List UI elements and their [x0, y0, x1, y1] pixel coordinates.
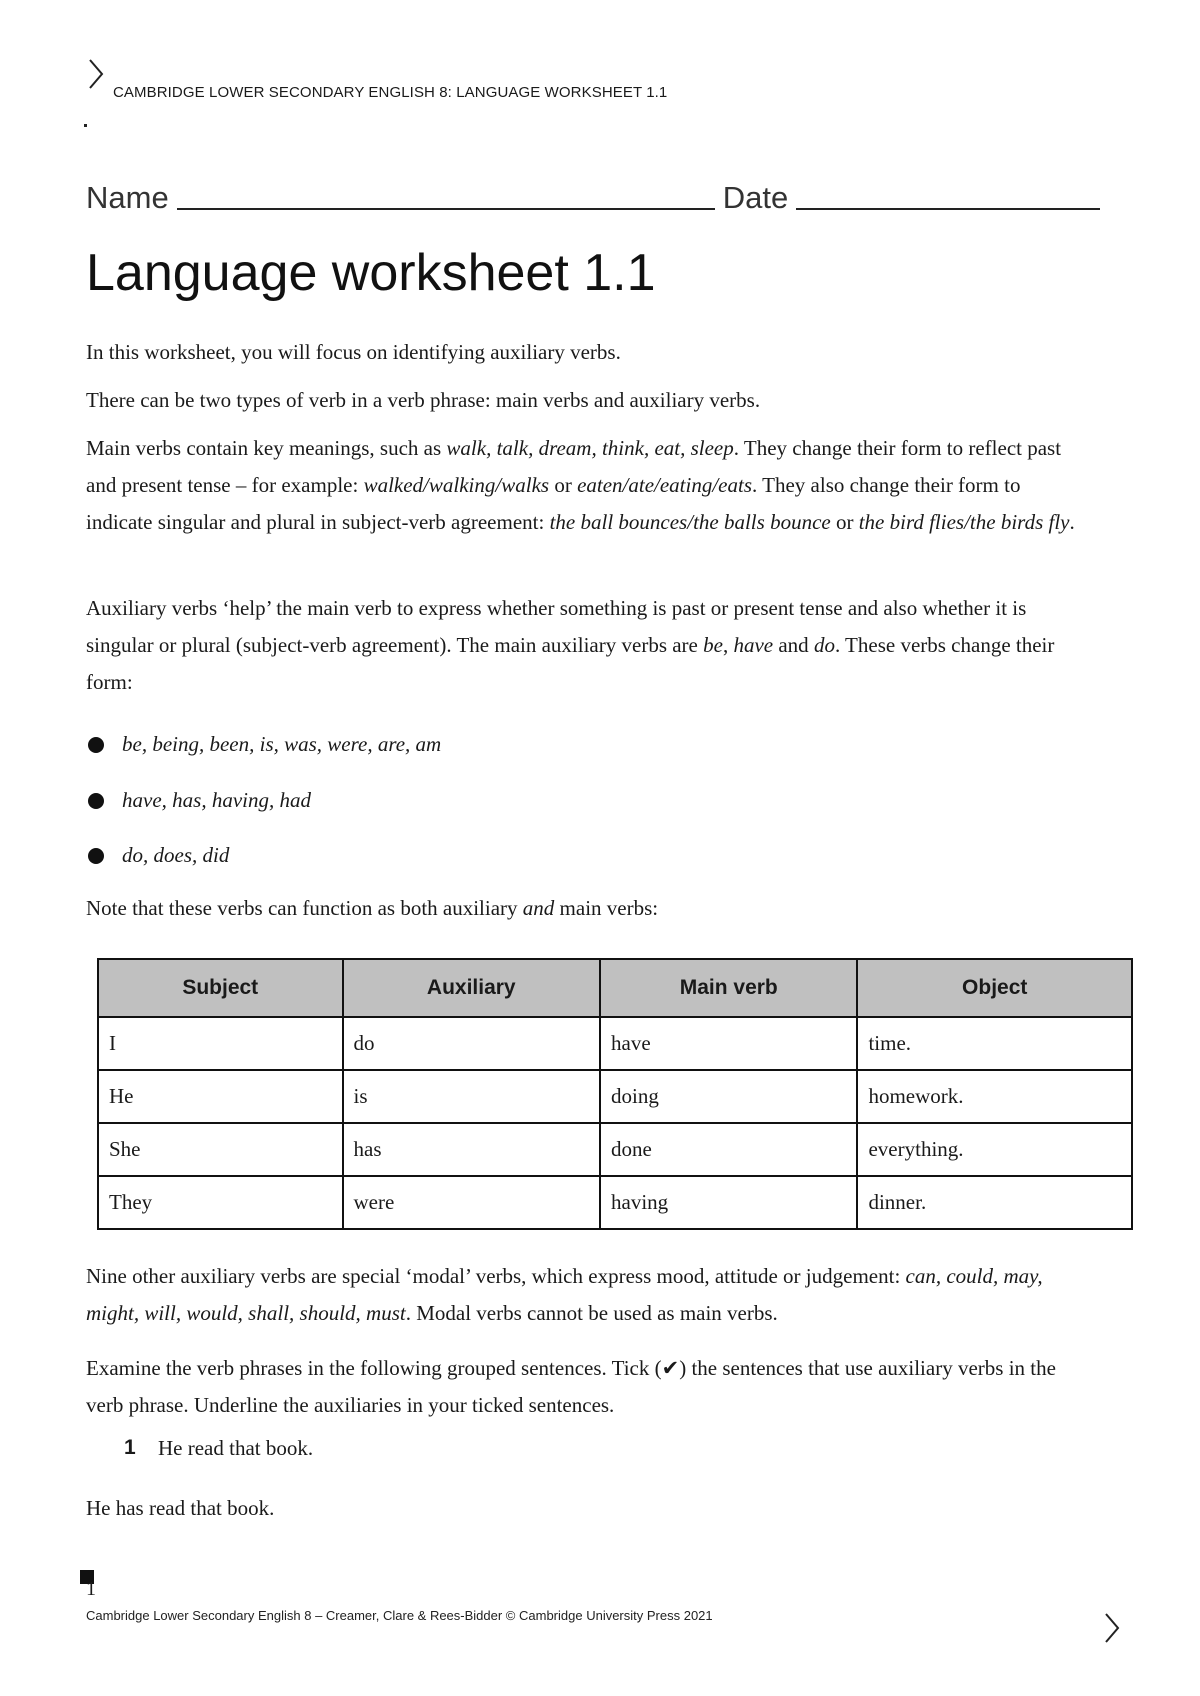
list-item: have, has, having, had — [88, 788, 311, 813]
column-header-main-verb: Main verb — [600, 959, 857, 1017]
list-item: be, being, been, is, was, were, are, am — [88, 732, 441, 757]
header-dot — [84, 124, 87, 127]
name-field[interactable] — [177, 174, 715, 210]
bullet-dot-icon — [88, 793, 104, 809]
page-number: 1 — [86, 1578, 96, 1600]
table-cell: done — [600, 1123, 857, 1176]
modal-verbs-paragraph: Nine other auxiliary verbs are special ‘modal’ verbs, which express mood, attitude or judgement: can, could, may, might, will, would, shall, should, must. Modal verbs cannot be used as main verbs. — [86, 1264, 1043, 1325]
note-paragraph: Note that these verbs can function as both auxiliary and main verbs: — [86, 896, 659, 920]
running-header: CAMBRIDGE LOWER SECONDARY ENGLISH 8: LANGUAGE WORKSHEET 1.1 — [113, 84, 668, 101]
table-header-row — [98, 959, 1132, 1017]
page-title: Language worksheet 1.1 — [86, 244, 656, 302]
date-field[interactable] — [796, 174, 1100, 210]
table-cell: homework. — [857, 1070, 1132, 1123]
table-row — [98, 1176, 1132, 1229]
exercise-item — [124, 1436, 313, 1461]
table-cell: They — [98, 1176, 343, 1229]
instruction-paragraph: Examine the verb phrases in the following grouped sentences. Tick (✔) the sentences that use auxiliary verbs in the verb phrase. Underline the auxiliaries in your ticked sentences. — [86, 1356, 1056, 1417]
chevron-right-icon[interactable] — [84, 56, 108, 92]
table-cell: has — [343, 1123, 601, 1176]
exercise-sentence: He read that book. — [158, 1436, 314, 1460]
exercise-followup-sentence: He has read that book. — [86, 1496, 275, 1520]
table-cell: He — [98, 1070, 343, 1123]
verb-types-paragraph: There can be two types of verb in a verb phrase: main verbs and auxiliary verbs. — [86, 388, 761, 412]
table-cell: I — [98, 1017, 343, 1070]
table-row — [98, 1017, 1132, 1070]
list-item: do, does, did — [88, 843, 229, 868]
table-cell: everything. — [857, 1123, 1132, 1176]
column-header-object: Object — [857, 959, 1132, 1017]
date-label: Date — [722, 180, 789, 215]
auxiliary-paragraph: Auxiliary verbs ‘help’ the main verb to express whether something is past or present tense and also whether it is singular or plural (subject-verb agreement). The main auxiliary verbs are be, have and do. These verbs change their form: — [86, 596, 1055, 694]
table-row — [98, 1070, 1132, 1123]
table-cell: doing — [600, 1070, 857, 1123]
table-row — [98, 1123, 1132, 1176]
footer-copyright: Cambridge Lower Secondary English 8 – Creamer, Clare & Rees-Bidder © Cambridge University Press 2021 — [86, 1608, 713, 1623]
table-cell: She — [98, 1123, 343, 1176]
chevron-right-icon[interactable] — [1100, 1610, 1124, 1646]
table-cell: have — [600, 1017, 857, 1070]
table-cell: dinner. — [857, 1176, 1132, 1229]
name-date-row — [86, 172, 1116, 216]
column-header-subject: Subject — [98, 959, 343, 1017]
main-verbs-paragraph: Main verbs contain key meanings, such as walk, talk, dream, think, eat, sleep. They change their form to reflect past and present tense – for example: walked/walking/walks or eaten/ate/eating/eats. They also change their form to indicate singular and plural in subject-verb agreement: the ball bounces/the balls bounce or the bird flies/the birds fly. — [86, 436, 1075, 534]
bullet-dot-icon — [88, 848, 104, 864]
name-label: Name — [86, 180, 169, 215]
bullet-dot-icon — [88, 737, 104, 753]
table-cell: is — [343, 1070, 601, 1123]
verb-table — [97, 958, 1133, 1230]
table-cell: having — [600, 1176, 857, 1229]
column-header-auxiliary: Auxiliary — [343, 959, 601, 1017]
intro-paragraph: In this worksheet, you will focus on identifying auxiliary verbs. — [86, 340, 621, 364]
table-cell: were — [343, 1176, 601, 1229]
exercise-number: 1 — [124, 1436, 136, 1459]
table-cell: do — [343, 1017, 601, 1070]
table-cell: time. — [857, 1017, 1132, 1070]
